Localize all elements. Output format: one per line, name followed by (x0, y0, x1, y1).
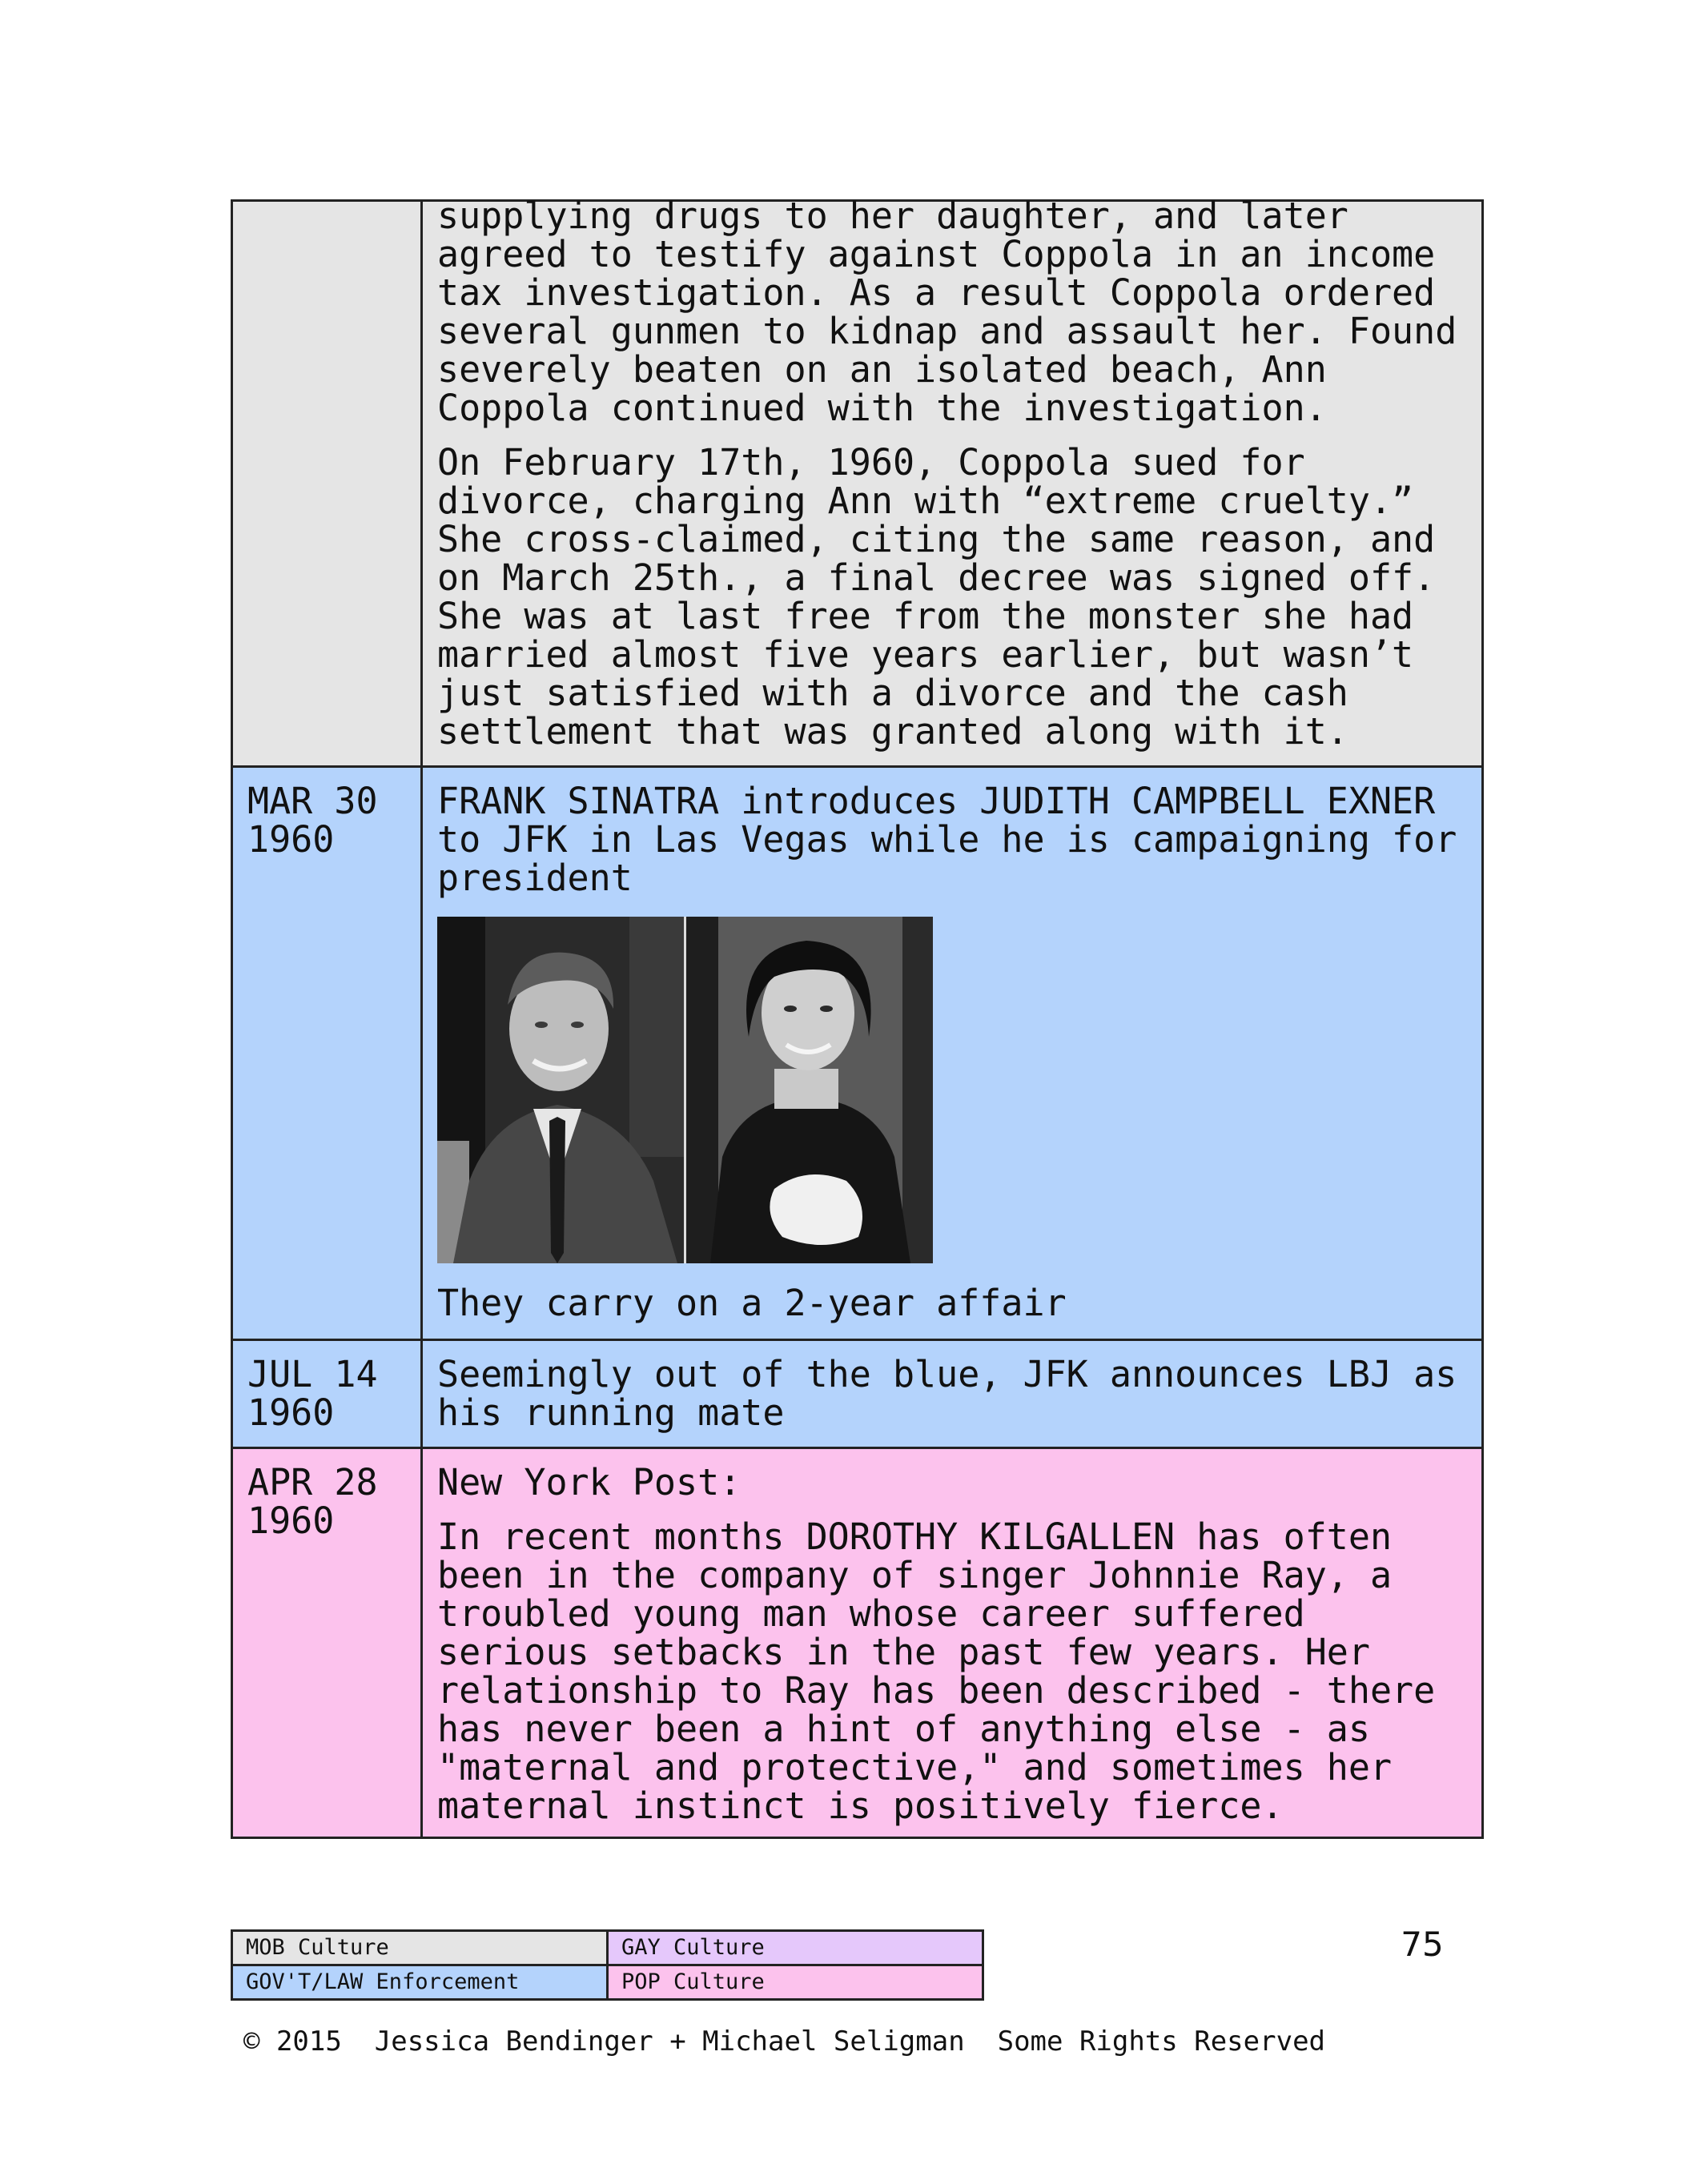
date-line-2: 1960 (247, 818, 335, 861)
jfk-portrait-photo (437, 917, 684, 1263)
entry-paragraph: Seemingly out of the blue, JFK announces LBJ as his running mate (437, 1353, 1479, 1434)
timeline-row-gov-mar30 (232, 767, 1483, 1340)
entry-text-cell (422, 767, 1483, 1340)
judith-exner-portrait-photo-svg (686, 917, 933, 1263)
legend-mob-culture: MOB Culture (232, 1931, 608, 1965)
photo-pair (437, 917, 1467, 1263)
category-legend (231, 1929, 984, 2001)
page-number: 75 (1401, 1925, 1444, 1964)
entry-text-cell (422, 1448, 1483, 1838)
copyright-footer: © 2015 Jessica Bendinger + Michael Seligman Some Rights Reserved (243, 2025, 1326, 2058)
date-cell (232, 767, 422, 1340)
date-line-2: 1960 (247, 1499, 335, 1542)
date-cell (232, 201, 422, 767)
date-line-1: APR 28 (247, 1461, 378, 1504)
photo-caption: They carry on a 2-year affair (437, 1282, 1067, 1324)
timeline-table (231, 195, 1484, 1839)
legend-pop-culture: POP Culture (608, 1965, 983, 2000)
date-cell (232, 1340, 422, 1448)
date-line-1: JUL 14 (247, 1353, 378, 1395)
timeline-row-pop-apr28 (232, 1448, 1483, 1838)
date-line-1: MAR 30 (247, 780, 378, 822)
entry-text-cell (422, 1340, 1483, 1448)
entry-paragraph: On February 17th, 1960, Coppola sued for divorce, charging Ann with “extreme cruelty.” She cross-claimed, citing the same reason, and on March 25th., a final decree was signed off. She was at last free from the monster she had married almost five years earlier, but wasn’t just satisfied with a divorce and the cash settlement that was granted along with it. (437, 441, 1457, 753)
entry-paragraph: FRANK SINATRA introduces JUDITH CAMPBELL EXNER to JFK in Las Vegas while he is campaigning for president (437, 780, 1479, 899)
judith-exner-portrait-photo (684, 917, 933, 1263)
entry-text-cell (422, 195, 1483, 767)
legend-gay-culture: GAY Culture (608, 1931, 983, 1965)
entry-paragraph: In recent months DOROTHY KILGALLEN has often been in the company of singer Johnnie Ray, a troubled young man whose career suffered serious setbacks in the past few years. Her relationship to Ray has been described - there has never been a hint of anything else - as "maternal and protective," and sometimes her maternal instinct is positively fierce. (437, 1516, 1457, 1827)
timeline-row-gov-jul14 (232, 1340, 1483, 1448)
timeline-row-mob-coppola (232, 201, 1483, 767)
entry-source: New York Post: (437, 1461, 742, 1504)
entry-paragraph: supplying drugs to her daughter, and later agreed to testify against Coppola in an income tax investigation. As a result Coppola ordered several gunmen to kidnap and assault her. Found severely beaten on an isolated beach, Ann Coppola continued with the investigation. (437, 195, 1479, 429)
date-cell (232, 1448, 422, 1838)
jfk-portrait-photo-svg (437, 917, 684, 1263)
date-line-2: 1960 (247, 1391, 335, 1434)
legend-govt-law-enforcement: GOV'T/LAW Enforcement (232, 1965, 608, 2000)
